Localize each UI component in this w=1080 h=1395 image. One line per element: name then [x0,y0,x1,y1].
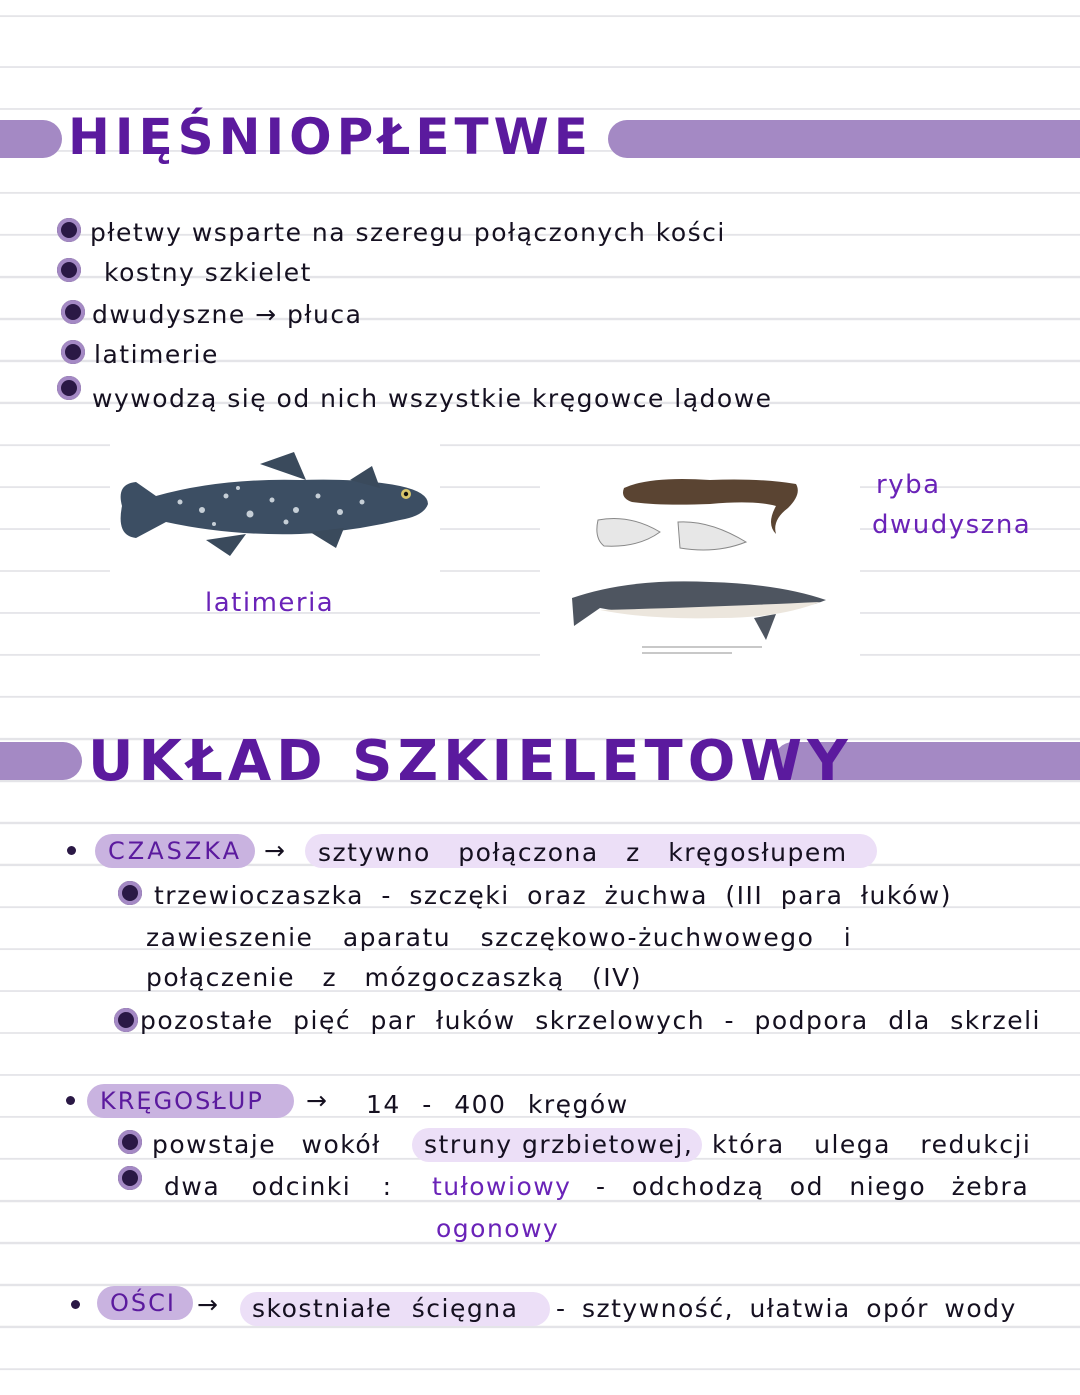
kregoslup-sub1-hl: struny grzbietowej, [424,1130,694,1159]
czaszka-desc: sztywno połączona z kręgosłupem [318,838,848,867]
bullet-dot [57,258,81,282]
bullet-dot [57,376,81,400]
header-bar-left [0,742,82,780]
bullet-text: kostny szkielet [104,258,312,287]
osci-hl: skostniałe ścięgna [252,1294,519,1323]
lungfish-label-line1: ryba [876,470,941,500]
bullet-text: płetwy wsparte na szeregu połączonych kości [90,218,726,247]
kregoslup-desc: 14 - 400 kręgów [366,1090,629,1119]
bullet-text: latimerie [94,340,219,369]
bullet-dot [66,1096,75,1105]
label-osci: OŚCI [110,1289,176,1317]
czaszka-sub1-line2: zawieszenie aparatu szczękowo-żuchwowego i [146,923,853,952]
kregoslup-sub2-ogonowy: ogonowy [436,1214,560,1243]
coelacanth-icon [110,444,440,574]
bullet-dot [71,1300,80,1309]
bullet-dot [61,300,85,324]
bullet-dot [67,846,76,855]
bullet-text: dwudyszne → płuca [92,300,363,329]
bullet-dot [57,218,81,242]
lungfish-label-line2: dwudyszna [872,510,1032,540]
arrow: → [197,1290,220,1319]
kregoslup-sub2-b: - odchodzą od niego żebra [596,1172,1030,1201]
czaszka-sub1-line3: połączenie z mózgoczaszką (IV) [146,963,643,992]
kregoslup-sub1-a: powstaje wokół [152,1130,381,1159]
bullet-dot [118,881,142,905]
bullet-text: wywodzą się od nich wszystkie kręgowce lądowe [92,384,773,413]
bullet-dot [118,1130,142,1154]
bullet-dot [118,1166,142,1190]
czaszka-sub1-line1: trzewioczaszka - szczęki oraz żuchwa (III para łuków) [154,881,952,910]
osci-rest: - sztywność, ułatwia opór wody [556,1294,1017,1323]
bullet-dot [61,340,85,364]
kregoslup-sub2-tulowiowy: tułowiowy [432,1172,572,1201]
czaszka-sub2: pozostałe pięć par łuków skrzelowych - podpora dla skrzeli [140,1006,1041,1035]
section-title-uklad-szkieletowy: UKŁAD SZKIELETOWY [88,729,853,794]
bullet-dot [114,1008,138,1032]
section-title-hiesniopletwe: HIĘŚNIOPŁETWE [68,108,593,166]
header-bar-right [608,120,1080,158]
coelacanth-image [110,444,440,604]
lungfish-plate-image [540,450,860,670]
lungfish-icon [540,450,860,660]
kregoslup-sub1-b: która ulega redukcji [712,1130,1032,1159]
arrow: → [306,1086,329,1115]
label-czaszka: CZASZKA [108,837,243,865]
kregoslup-sub2-a: dwa odcinki : [164,1172,393,1201]
header-bar-left [0,120,62,158]
arrow: → [264,836,287,865]
coelacanth-caption: latimeria [205,588,335,618]
label-kregoslup: KRĘGOSŁUP [100,1087,264,1115]
